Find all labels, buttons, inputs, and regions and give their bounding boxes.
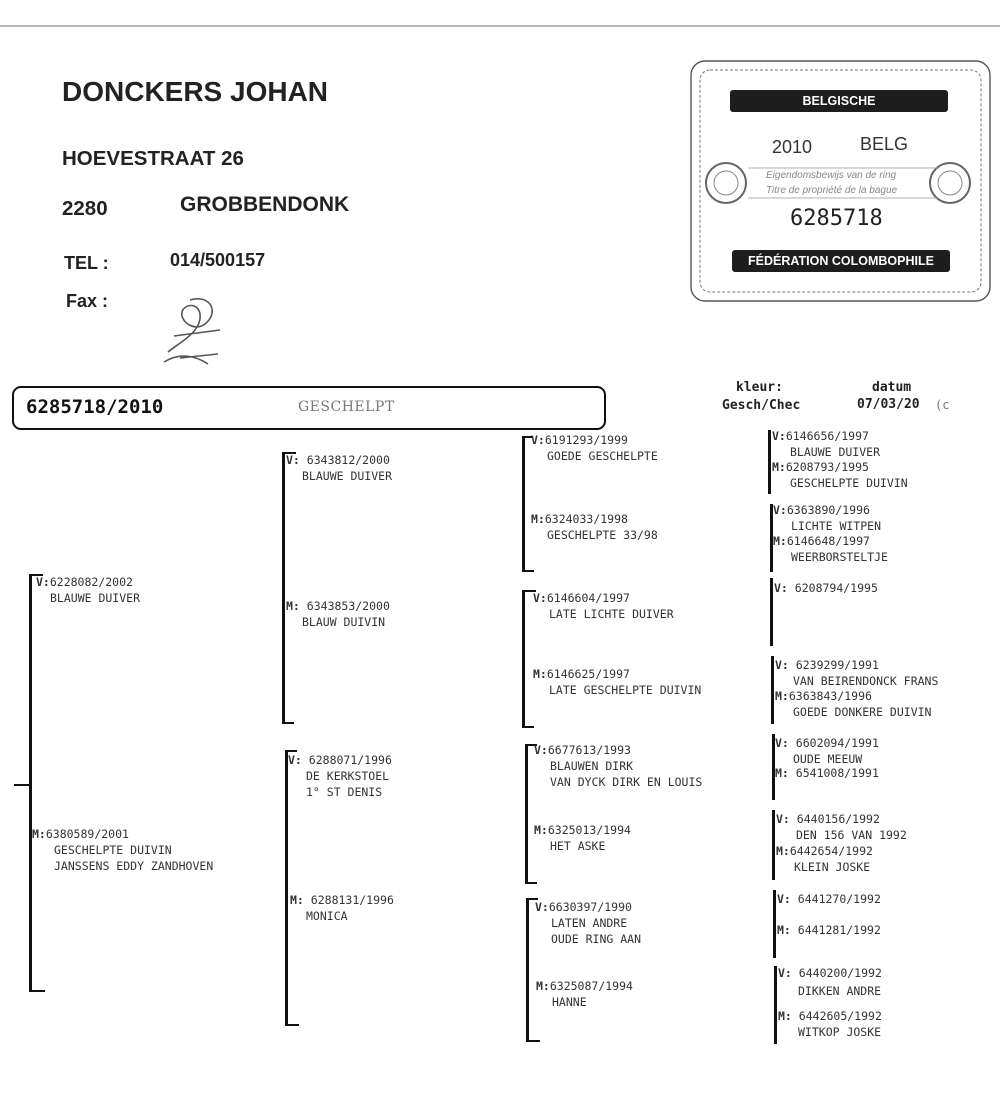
tel-number: 014/500157 — [170, 250, 266, 270]
sire-name: BLAUWE DUIVER — [50, 591, 141, 605]
ancestor-ring: 6442654/1992 — [789, 844, 873, 858]
certificate-line-fr: Titre de propriété de la bague — [766, 185, 898, 196]
ancestor-ring: 6630397/1990 — [548, 900, 632, 914]
ancestor-name: DIKKEN ANDRE — [798, 984, 882, 998]
ancestor-entry: M:6442654/1992 KLEIN JOSKE — [776, 844, 873, 874]
ancestor-entry: M:6363843/1996 GOEDE DONKERE DUIVIN — [775, 689, 932, 719]
ancestor-entry: M:6146625/1997 LATE GESCHELPTE DUIVIN — [533, 667, 702, 697]
sire-ring: 6228082/2002 — [49, 575, 133, 589]
ancestor-entry: V: 6343812/2000 BLAUWE DUIVER — [286, 453, 393, 483]
dam-name: GESCHELPTE DUIVIN — [54, 843, 172, 857]
ancestor-name: BLAUWEN DIRK — [550, 759, 634, 773]
ancestor-ring: 6441270/1992 — [797, 892, 881, 906]
ancestor-name: MONICA — [306, 909, 348, 923]
ancestor-entry: V:6363890/1996 LICHTE WITPEN — [773, 503, 882, 533]
ancestor-ring: 6239299/1991 — [795, 658, 879, 672]
ancestor-entry: V:6630397/1990 LATEN ANDRE OUDE RING AAN — [535, 900, 642, 946]
ancestor-entry: M: 6343853/2000 BLAUW DUIVIN — [286, 599, 390, 629]
ancestor-entry: V:6677613/1993 BLAUWEN DIRK VAN DYCK DIRK EN LOUIS — [534, 743, 703, 789]
scan-edge-line — [0, 25, 1000, 27]
ancestor-name: GOEDE GESCHELPTE — [547, 449, 658, 463]
ancestor-ring: 6343853/2000 — [306, 599, 390, 613]
dam-entry: M:6380589/2001 GESCHELPTE DUIVIN JANSSENS EDDY ZANDHOVEN — [32, 827, 214, 873]
ancestor-ring: 6146625/1997 — [546, 667, 630, 681]
ancestor-ring: 6325013/1994 — [547, 823, 631, 837]
ownership-certificate — [688, 58, 993, 304]
pigeon-color: GESCHELPT — [298, 399, 395, 415]
datum-value: 07/03/20 — [857, 397, 920, 412]
ancestor-ring: 6363890/1996 — [786, 503, 870, 517]
dam-breeder: JANSSENS EDDY ZANDHOVEN — [54, 859, 214, 873]
ancestor-name: LATE GESCHELPTE DUIVIN — [549, 683, 702, 697]
ancestor-name: BLAUWE DUIVER — [790, 445, 881, 459]
ancestor-name: GESCHELPTE DUIVIN — [790, 476, 908, 490]
ancestor-ring: 6208793/1995 — [785, 460, 869, 474]
ancestor-name: LICHTE WITPEN — [791, 519, 882, 533]
certificate-ring-number: 6285718 — [790, 206, 883, 231]
ancestor-name: WEERBORSTELTJE — [791, 550, 888, 564]
ancestor-ring: 6441281/1992 — [797, 923, 881, 937]
ancestor-name: LATE LICHTE DUIVER — [549, 607, 674, 621]
ancestor-ring: 6146648/1997 — [786, 534, 870, 548]
certificate-country: BELG — [860, 134, 909, 154]
ancestor-name: BLAUWE DUIVER — [302, 469, 393, 483]
ancestor-entry: M:6325013/1994 HET ASKE — [534, 823, 631, 853]
ancestor-name: HANNE — [552, 995, 587, 1009]
ancestor-entry: M: 6541008/1991 — [775, 766, 879, 780]
ancestor-ring: 6343812/2000 — [306, 453, 390, 467]
sire-entry: V:6228082/2002 BLAUWE DUIVER — [36, 575, 141, 605]
ancestor-ring: 6208794/1995 — [794, 581, 878, 595]
ancestor-name: DE KERKSTOEL — [306, 769, 390, 783]
ancestor-entry: M: 6288131/1996 MONICA — [290, 893, 394, 923]
ancestor-entry: V: 6440156/1992 DEN 156 VAN 1992 — [776, 812, 907, 842]
ancestor-entry: V: 6239299/1991 VAN BEIRENDONCK FRANS — [775, 658, 939, 688]
ancestor-entry: V: 6208794/1995 — [774, 581, 878, 595]
ancestor-entry: V:6146604/1997 LATE LICHTE DUIVER — [533, 591, 674, 621]
ancestor-name: HET ASKE — [550, 839, 606, 853]
ancestor-name: WITKOP JOSKE — [798, 1025, 882, 1039]
certificate-year: 2010 — [772, 137, 813, 157]
owner-city: GROBBENDONK — [180, 193, 350, 216]
ancestor-breeder: VAN DYCK DIRK EN LOUIS — [550, 775, 703, 789]
ancestor-entry: M: 6441281/1992 — [777, 923, 881, 937]
datum-tail: (c — [935, 398, 950, 412]
kleur-label: kleur: — [736, 380, 783, 395]
tel-label: TEL : — [64, 253, 109, 273]
ancestor-entry: M:6324033/1998 GESCHELPTE 33/98 — [531, 512, 658, 542]
owner-postcode: 2280 — [62, 197, 108, 220]
ancestor-name: GOEDE DONKERE DUIVIN — [793, 705, 932, 719]
ancestor-name: LATEN ANDRE — [551, 916, 628, 930]
ancestor-entry: M:6325087/1994 HANNE — [536, 979, 633, 1009]
ancestor-ring: 6442605/1992 — [798, 1009, 882, 1023]
ancestor-entry: V: 6440200/1992 DIKKEN ANDRE — [778, 966, 882, 998]
ancestor-ring: 6146656/1997 — [785, 429, 869, 443]
ancestor-ring: 6440200/1992 — [798, 966, 882, 980]
ancestor-ring: 6440156/1992 — [796, 812, 880, 826]
ancestor-ring: 6602094/1991 — [795, 736, 879, 750]
certificate-bottom-banner: FÉDÉRATION COLOMBOPHILE BELGE — [732, 250, 950, 272]
kleur-value: Gesch/Chec — [722, 398, 801, 413]
owner-street: HOEVESTRAAT 26 — [62, 147, 244, 170]
certificate-top-banner: BELGISCHE DUIVENLIEFHEBBERSBOND — [730, 90, 948, 112]
ancestor-ring: 6677613/1993 — [547, 743, 631, 757]
ancestor-ring: 6288131/1996 — [310, 893, 394, 907]
ancestor-name: KLEIN JOSKE — [794, 860, 871, 874]
ancestor-entry: V: 6602094/1991 OUDE MEEUW — [775, 736, 879, 766]
ancestor-ring: 6324033/1998 — [544, 512, 628, 526]
ancestor-ring: 6146604/1997 — [546, 591, 630, 605]
ancestor-ring: 6541008/1991 — [795, 766, 879, 780]
ancestor-ring: 6191293/1999 — [544, 433, 628, 447]
signature-image — [150, 292, 230, 372]
ancestor-ring: 6325087/1994 — [549, 979, 633, 993]
ancestor-entry: M:6146648/1997 WEERBORSTELTJE — [773, 534, 888, 564]
ancestor-ring: 6288071/1996 — [308, 753, 392, 767]
ancestor-ring: 6363843/1996 — [788, 689, 872, 703]
certificate-line-nl: Eigendomsbewijs van de ring — [766, 170, 897, 181]
ancestor-name: BLAUW DUIVIN — [302, 615, 386, 629]
ancestor-name: OUDE MEEUW — [793, 752, 863, 766]
ancestor-entry: M:6208793/1995 GESCHELPTE DUIVIN — [772, 460, 908, 490]
datum-label: datum — [872, 380, 912, 395]
owner-name: DONCKERS JOHAN — [62, 76, 329, 107]
fax-label: Fax : — [66, 291, 109, 311]
ancestor-entry: V: 6441270/1992 — [777, 892, 881, 906]
ancestor-note: OUDE RING AAN — [551, 932, 642, 946]
ancestor-name: GESCHELPTE 33/98 — [547, 528, 658, 542]
ancestor-entry: M: 6442605/1992 WITKOP JOSKE — [778, 1009, 882, 1039]
dam-ring: 6380589/2001 — [45, 827, 129, 841]
pigeon-ring-number: 6285718/2010 — [26, 396, 164, 418]
ancestor-name: DEN 156 VAN 1992 — [796, 828, 907, 842]
ancestor-entry: V:6191293/1999 GOEDE GESCHELPTE — [531, 433, 658, 463]
ancestor-name: VAN BEIRENDONCK FRANS — [793, 674, 939, 688]
ancestor-note: 1° ST DENIS — [306, 785, 383, 799]
ancestor-entry: V:6146656/1997 BLAUWE DUIVER — [772, 429, 881, 459]
ancestor-entry: V: 6288071/1996 DE KERKSTOEL 1° ST DENIS — [288, 753, 392, 799]
